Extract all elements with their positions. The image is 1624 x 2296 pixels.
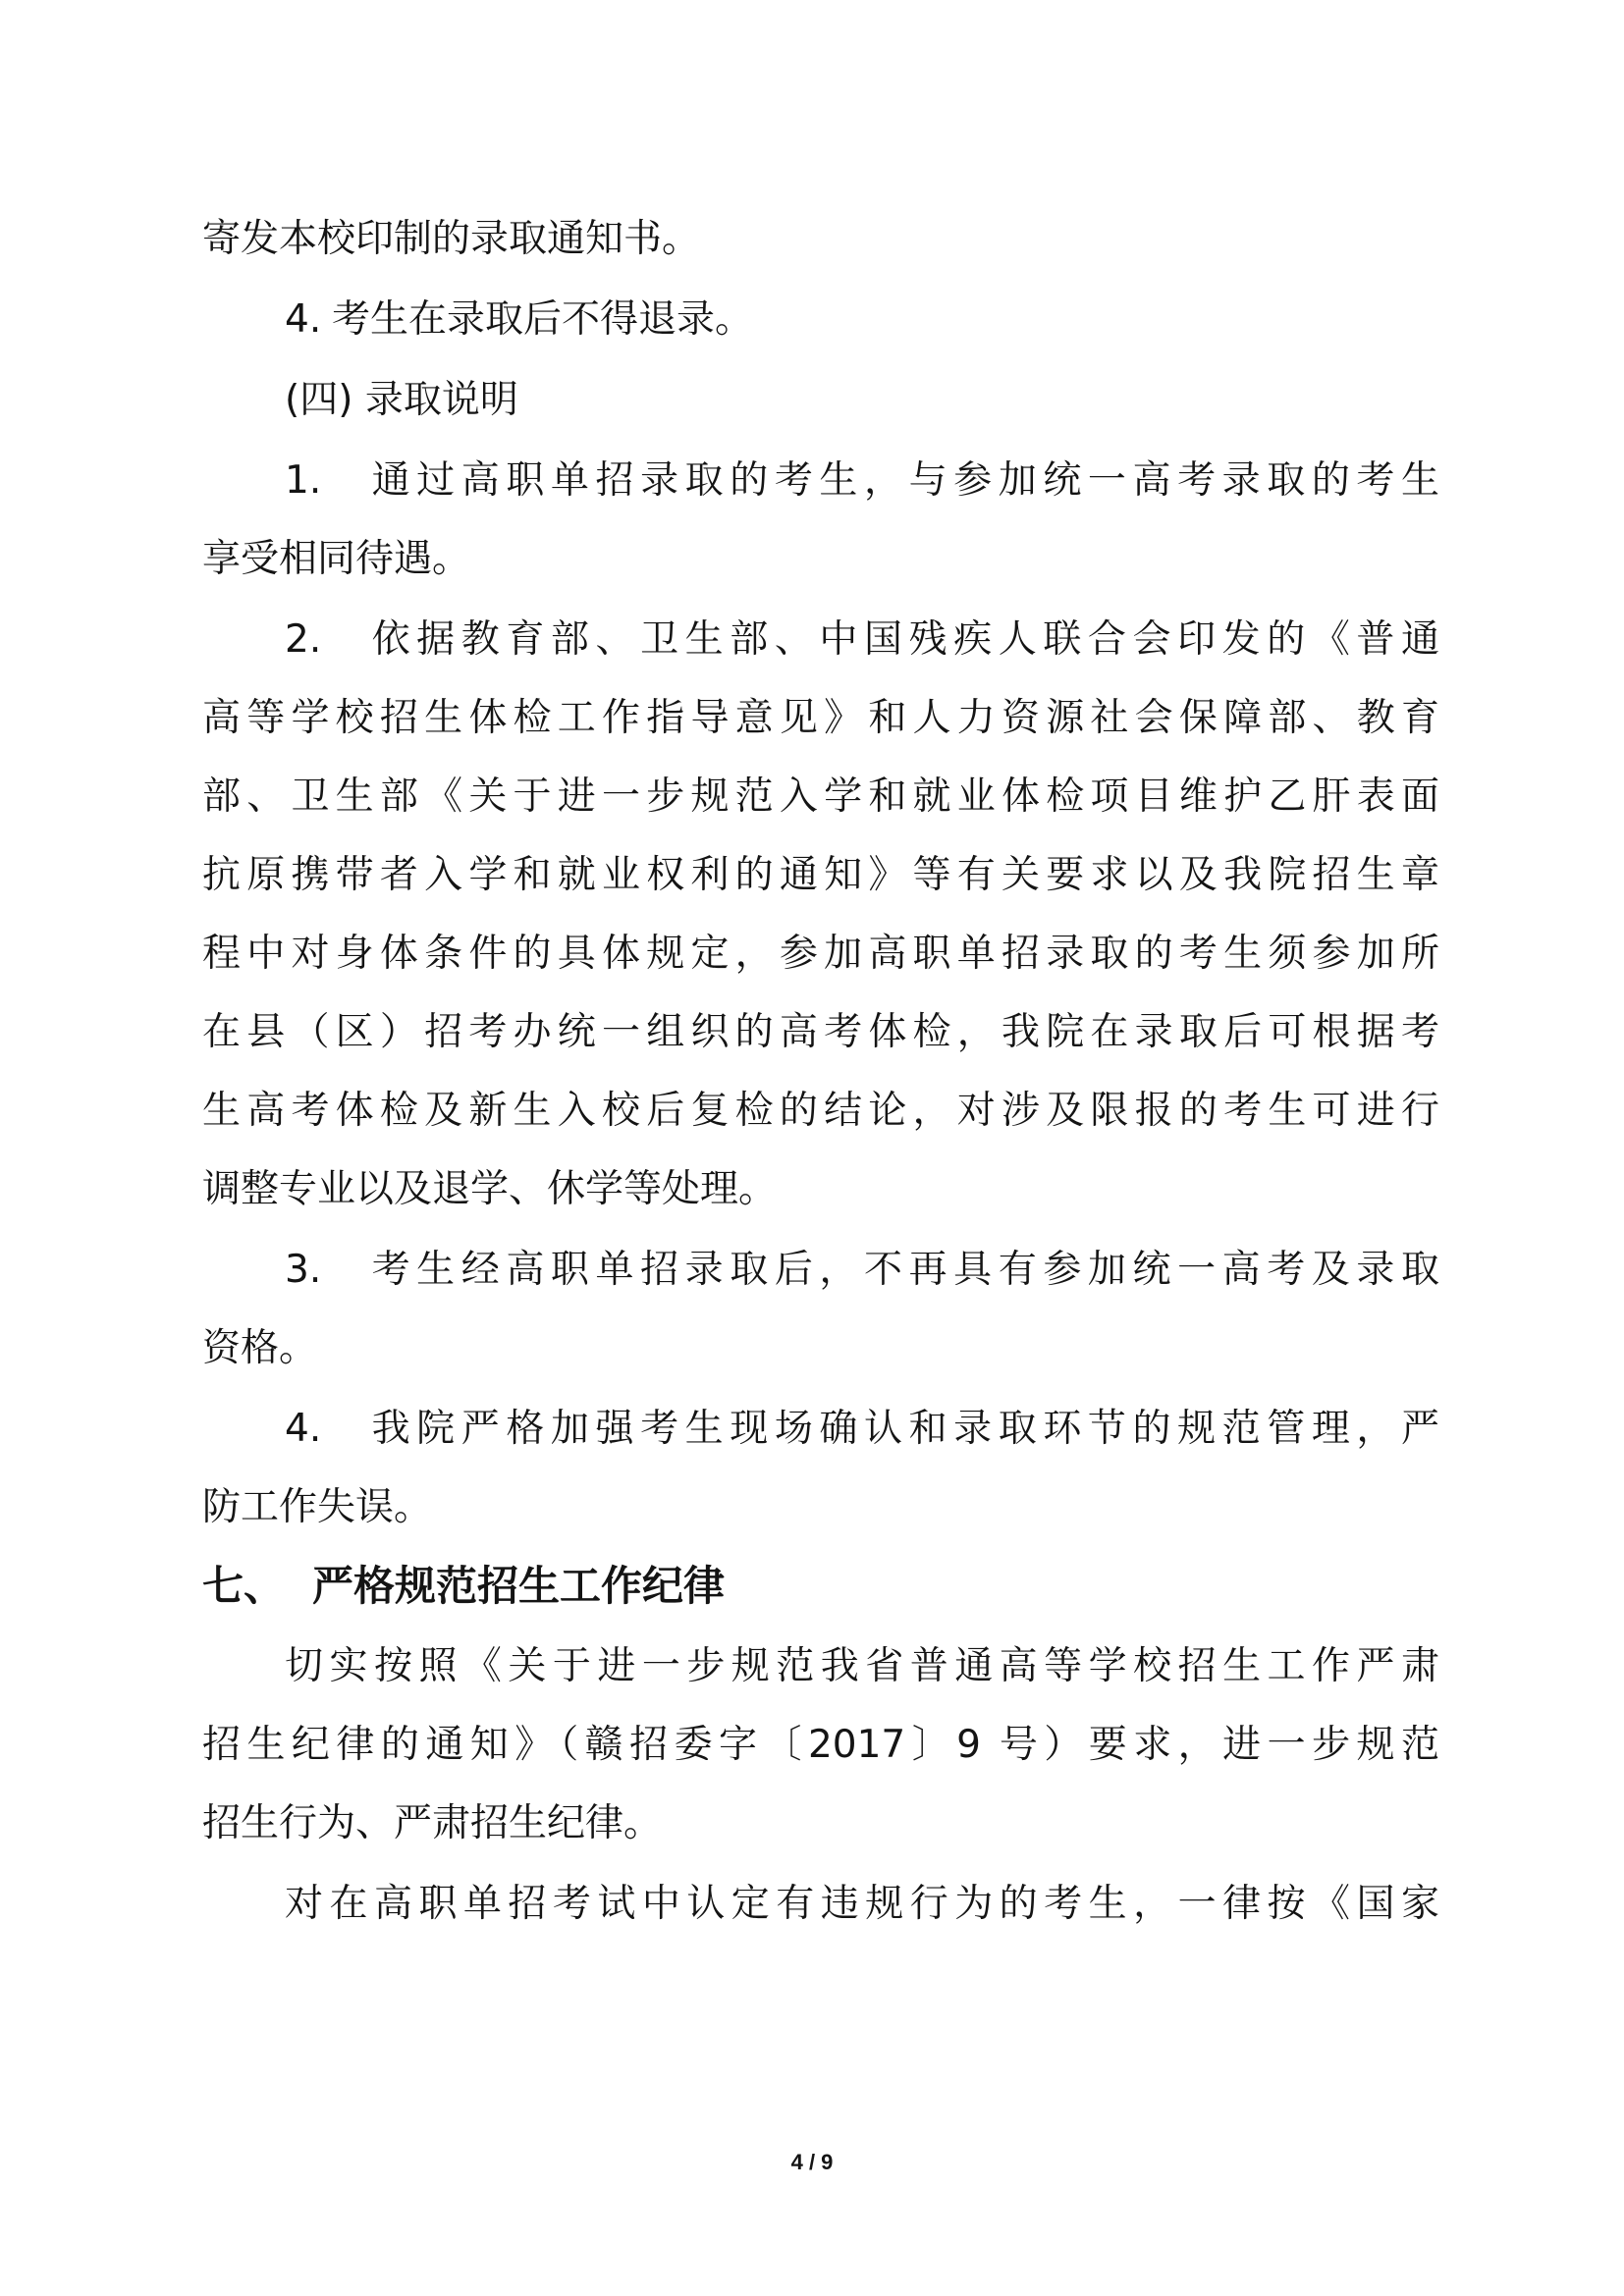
section-heading: [202, 1555, 1439, 1618]
item-text: 依据教育部、卫生部、中国残疾人联合会印发的《普通: [365, 617, 1439, 662]
item-number: 3.: [285, 1248, 322, 1292]
text-line: 部、卫生部《关于进一步规范入学和就业体检项目维护乙肝表面: [202, 774, 1439, 819]
item-number: 2.: [285, 617, 322, 662]
item-text: 考生在录取后不得退录。: [332, 297, 754, 342]
list-item: [285, 291, 1439, 349]
item-number: 4.: [285, 297, 322, 342]
list-item: [285, 611, 1439, 669]
list-item: [285, 452, 1439, 510]
text-line: 调整专业以及退学、休学等处理。: [202, 1167, 778, 1211]
item-text: 考生经高职单招录取后，不再具有参加统一高考及录取: [365, 1248, 1439, 1292]
list-item: [285, 1241, 1439, 1300]
item-text: 我院严格加强考生现场确认和录取环节的规范管理，严: [365, 1407, 1439, 1451]
text-line: 程中对身体条件的具体规定，参加高职单招录取的考生须参加所: [202, 932, 1439, 976]
text-line: 对在高职单招考试中认定有违规行为的考生，一律按《国家: [285, 1882, 1439, 1926]
text-line: 在县（区）招考办统一组织的高考体检，我院在录取后可根据考: [202, 1010, 1439, 1054]
text-line: 高等学校招生体检工作指导意见》和人力资源社会保障部、教育: [202, 696, 1439, 740]
text-line: 招生纪律的通知》（赣招委字〔2017〕9 号）要求，进一步规范: [202, 1723, 1439, 1767]
text-line: 资格。: [202, 1326, 318, 1370]
section-number: 七、: [202, 1562, 286, 1610]
list-item: [285, 1400, 1439, 1459]
item-text: 通过高职单招录取的考生，与参加统一高考录取的考生: [365, 458, 1439, 503]
subsection-title: (四) 录取说明: [285, 378, 518, 422]
text-line: 生高考体检及新生入校后复检的结论，对涉及限报的考生可进行: [202, 1089, 1439, 1133]
text-line: 招生行为、严肃招生纪律。: [202, 1801, 663, 1845]
section-title: 严格规范招生工作纪律: [312, 1562, 726, 1610]
text-line: 享受相同待遇。: [202, 537, 471, 581]
item-number: 4.: [285, 1407, 322, 1451]
text-line: 切实按照《关于进一步规范我省普通高等学校招生工作严肃: [285, 1644, 1439, 1688]
text-line: 寄发本校印制的录取通知书。: [202, 217, 701, 261]
text-line: 防工作失误。: [202, 1485, 433, 1529]
page-number: 4 / 9: [790, 2150, 834, 2174]
text-line: 抗原携带者入学和就业权利的通知》等有关要求以及我院招生章: [202, 853, 1439, 897]
item-number: 1.: [285, 458, 322, 503]
